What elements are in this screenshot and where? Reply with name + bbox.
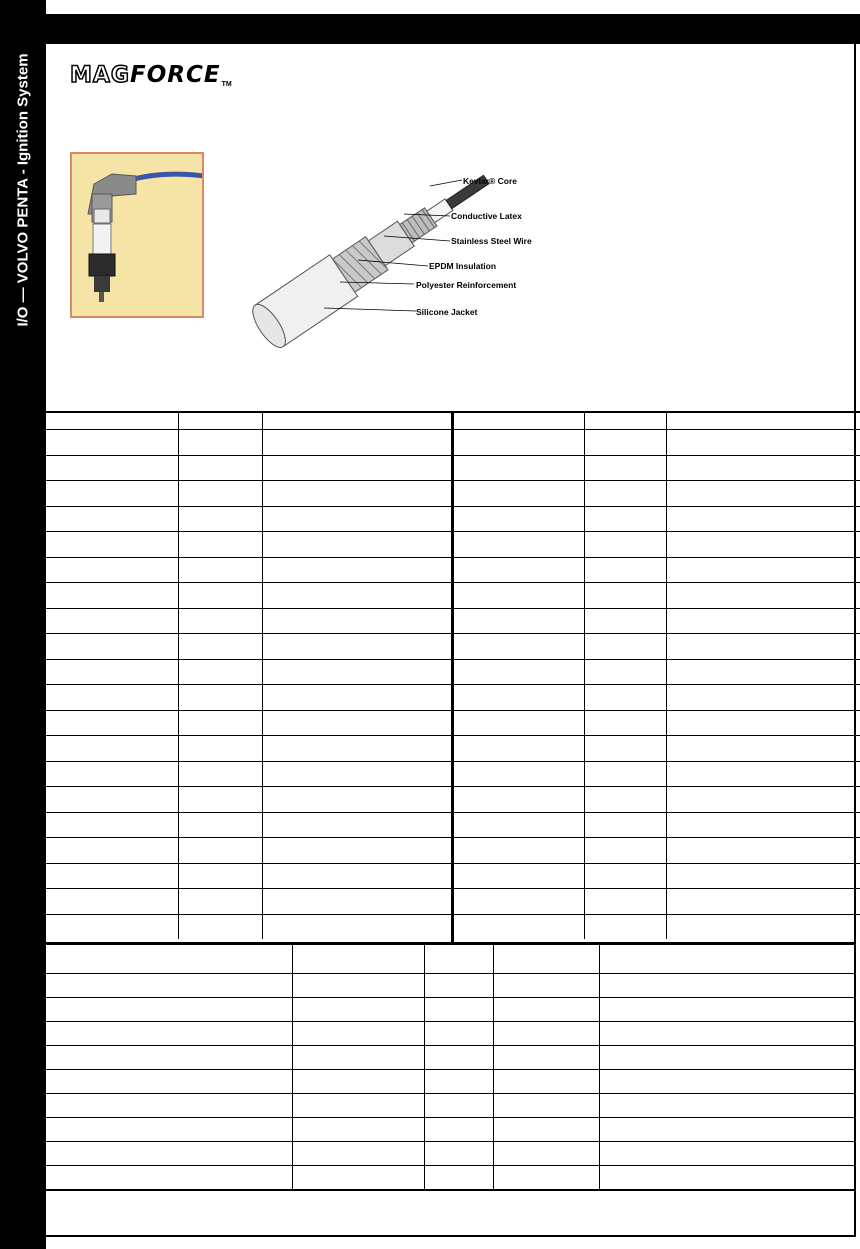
table-cell [262, 761, 452, 787]
table-cell [262, 532, 452, 558]
table-cell [599, 998, 854, 1022]
table-cell [454, 685, 584, 711]
table-cell [454, 634, 584, 660]
table-cell [178, 634, 262, 660]
table-cell [584, 557, 666, 583]
table-row [454, 685, 860, 711]
table-row [46, 532, 452, 558]
table-cell [599, 944, 854, 974]
table-cell [584, 761, 666, 787]
table-cell [292, 1118, 424, 1142]
table-row [454, 812, 860, 838]
table-row [46, 838, 452, 864]
table-row [46, 481, 452, 507]
table-cell [262, 787, 452, 813]
callout-kevlar-core: Kevlar® Core [463, 176, 517, 186]
table-cell [262, 838, 452, 864]
table-row [454, 608, 860, 634]
table-cell [262, 455, 452, 481]
table-row [46, 557, 452, 583]
table-cell [454, 889, 584, 915]
table-cell [292, 998, 424, 1022]
table-cell [46, 1046, 292, 1070]
table-cell [666, 583, 860, 609]
table-cell [178, 736, 262, 762]
table-cell [666, 506, 860, 532]
table-cell [454, 736, 584, 762]
table-cell [178, 838, 262, 864]
table-cell [262, 583, 452, 609]
table-cell [493, 998, 599, 1022]
table-cell [454, 583, 584, 609]
table-cell [262, 412, 452, 430]
table-row [46, 1094, 854, 1118]
table-cell [424, 944, 493, 974]
table-row [46, 430, 452, 456]
table-cell [584, 481, 666, 507]
table-cell [666, 608, 860, 634]
table-cell [599, 1046, 854, 1070]
table-row [46, 506, 452, 532]
table-cell [584, 812, 666, 838]
table-cell [46, 1118, 292, 1142]
table-cell [454, 506, 584, 532]
magforce-logo [70, 62, 232, 92]
table-cell [454, 557, 584, 583]
table-row [454, 430, 860, 456]
table-cell [46, 1094, 292, 1118]
table-cell [46, 998, 292, 1022]
table-cell [666, 557, 860, 583]
table-cell [262, 659, 452, 685]
table-cell [178, 787, 262, 813]
table-cell [424, 998, 493, 1022]
table-row [454, 583, 860, 609]
callout-silicone-jacket: Silicone Jacket [416, 307, 478, 317]
table-cell [424, 1094, 493, 1118]
table-cell [262, 710, 452, 736]
table-header-row [46, 412, 452, 430]
table-row [46, 710, 452, 736]
table-cell [666, 863, 860, 889]
table-cell [292, 974, 424, 998]
table-cell [424, 974, 493, 998]
table-row [454, 455, 860, 481]
table-cell [666, 761, 860, 787]
table-cell [46, 944, 292, 974]
table-cell [584, 430, 666, 456]
parts-table-bottom [46, 942, 854, 1191]
table-row [46, 998, 854, 1022]
table-row [46, 761, 452, 787]
table-row [46, 974, 854, 998]
logo-tm: TM [221, 81, 232, 88]
table-cell [493, 1118, 599, 1142]
table-cell [262, 863, 452, 889]
table-cell [666, 812, 860, 838]
table-row [46, 608, 452, 634]
side-title: I/O — VOLVO PENTA - Ignition System [14, 53, 32, 327]
table-header-row [454, 412, 860, 430]
table-row [454, 838, 860, 864]
table-cell [454, 812, 584, 838]
table-cell [454, 863, 584, 889]
table-cell [46, 532, 178, 558]
table-cell [46, 1070, 292, 1094]
table-cell [454, 659, 584, 685]
table-cell [178, 889, 262, 915]
callout-conductive-latex: Conductive Latex [451, 211, 522, 221]
table-cell [46, 914, 178, 939]
table-cell [584, 889, 666, 915]
table-row [454, 481, 860, 507]
table-cell [454, 710, 584, 736]
table-cell [584, 634, 666, 660]
table-cell [584, 532, 666, 558]
table-cell [46, 583, 178, 609]
table-cell [262, 506, 452, 532]
table-header-row [46, 944, 854, 974]
table-cell [262, 608, 452, 634]
table-row [46, 455, 452, 481]
table-cell [599, 1094, 854, 1118]
table-cell [666, 481, 860, 507]
table-cell [584, 506, 666, 532]
table-cell [424, 1070, 493, 1094]
table-cell [178, 583, 262, 609]
table-cell [666, 455, 860, 481]
parts-table-right [454, 411, 860, 939]
table-cell [493, 974, 599, 998]
table-cell [46, 812, 178, 838]
table-cell [292, 1022, 424, 1046]
table-cell [46, 506, 178, 532]
table-row [46, 863, 452, 889]
table-cell [178, 557, 262, 583]
table-cell [666, 889, 860, 915]
table-cell [666, 430, 860, 456]
table-cell [46, 608, 178, 634]
table-cell [454, 412, 584, 430]
table-cell [262, 634, 452, 660]
table-cell [178, 608, 262, 634]
table-cell [493, 1022, 599, 1046]
table-cell [599, 1070, 854, 1094]
table-cell [424, 1046, 493, 1070]
table-cell [46, 634, 178, 660]
table-cell [584, 710, 666, 736]
table-cell [584, 787, 666, 813]
table-row [46, 736, 452, 762]
table-cell [262, 812, 452, 838]
table-cell [46, 430, 178, 456]
table-row [46, 1166, 854, 1191]
table-cell [178, 863, 262, 889]
table-row [454, 914, 860, 939]
table-row [46, 889, 452, 915]
table-cell [599, 1022, 854, 1046]
table-row [46, 787, 452, 813]
table-cell [599, 974, 854, 998]
table-cell [584, 455, 666, 481]
table-cell [262, 914, 452, 939]
spark-plug-boot-photo [70, 152, 204, 318]
table-cell [584, 863, 666, 889]
table-cell [178, 659, 262, 685]
table-row [454, 659, 860, 685]
table-cell [454, 455, 584, 481]
table-cell [178, 506, 262, 532]
table-cell [46, 412, 178, 430]
callout-stainless-steel-wire: Stainless Steel Wire [451, 236, 532, 246]
table-cell [178, 914, 262, 939]
table-row [46, 583, 452, 609]
table-cell [666, 787, 860, 813]
table-cell [584, 583, 666, 609]
table-cell [666, 659, 860, 685]
callout-epdm-insulation: EPDM Insulation [429, 261, 497, 271]
table-row [454, 532, 860, 558]
table-cell [666, 838, 860, 864]
table-cell [262, 736, 452, 762]
table-cell [46, 481, 178, 507]
table-cell [454, 914, 584, 939]
table-cell [46, 787, 178, 813]
table-row [454, 889, 860, 915]
table-cell [262, 481, 452, 507]
table-row [46, 1070, 854, 1094]
table-cell [46, 1022, 292, 1046]
table-row [46, 1142, 854, 1166]
table-row [46, 914, 452, 939]
table-cell [46, 761, 178, 787]
table-cell [292, 1142, 424, 1166]
table-cell [493, 1166, 599, 1191]
table-row [46, 1118, 854, 1142]
table-cell [599, 1142, 854, 1166]
table-cell [178, 455, 262, 481]
table-cell [46, 1166, 292, 1191]
table-cell [493, 1046, 599, 1070]
table-cell [454, 608, 584, 634]
table-cell [262, 557, 452, 583]
table-cell [584, 736, 666, 762]
table-cell [454, 430, 584, 456]
table-cell [454, 838, 584, 864]
table-cell [46, 736, 178, 762]
table-row [46, 1022, 854, 1046]
table-cell [584, 914, 666, 939]
table-cell [424, 1118, 493, 1142]
header-bar [46, 14, 860, 44]
table-cell [46, 1142, 292, 1166]
table-cell [584, 838, 666, 864]
table-cell [666, 412, 860, 430]
table-cell [666, 634, 860, 660]
table-cell [292, 1046, 424, 1070]
table-row [46, 659, 452, 685]
table-row [454, 506, 860, 532]
table-cell [424, 1142, 493, 1166]
table-cell [178, 761, 262, 787]
table-row [46, 685, 452, 711]
table-cell [424, 1022, 493, 1046]
table-row [454, 863, 860, 889]
table-cell [584, 659, 666, 685]
parts-table-left [46, 411, 452, 939]
table-cell [178, 710, 262, 736]
table-cell [292, 944, 424, 974]
table-cell [262, 685, 452, 711]
table-cell [262, 430, 452, 456]
table-cell [178, 812, 262, 838]
table-cell [46, 659, 178, 685]
table-row [46, 1046, 854, 1070]
table-row [454, 557, 860, 583]
table-cell [454, 481, 584, 507]
table-row [454, 710, 860, 736]
logo-force: FORCE [129, 62, 221, 88]
side-title-band [0, 0, 46, 1249]
table-cell [178, 430, 262, 456]
table-cell [454, 761, 584, 787]
table-cell [666, 532, 860, 558]
table-row [454, 787, 860, 813]
table-row [454, 634, 860, 660]
table-cell [454, 787, 584, 813]
table-cell [292, 1070, 424, 1094]
table-cell [46, 974, 292, 998]
table-cell [178, 685, 262, 711]
table-cell [424, 1166, 493, 1191]
table-cell [666, 914, 860, 939]
table-cell [454, 532, 584, 558]
table-cell [178, 532, 262, 558]
table-cell [584, 412, 666, 430]
callout-polyester-reinforcement: Polyester Reinforcement [416, 280, 517, 290]
table-cell [584, 608, 666, 634]
table-cell [292, 1094, 424, 1118]
table-cell [493, 944, 599, 974]
table-cell [493, 1094, 599, 1118]
table-cell [178, 481, 262, 507]
table-row [46, 812, 452, 838]
table-cell [46, 710, 178, 736]
table-cell [46, 863, 178, 889]
table-cell [46, 838, 178, 864]
table-cell [666, 710, 860, 736]
table-row [46, 634, 452, 660]
table-cell [666, 685, 860, 711]
table-cell [46, 455, 178, 481]
table-cell [46, 685, 178, 711]
table-row [454, 736, 860, 762]
table-cell [493, 1070, 599, 1094]
logo-mag: MAG [70, 63, 130, 88]
table-cell [584, 685, 666, 711]
table-cell [493, 1142, 599, 1166]
table-row [454, 761, 860, 787]
table-cell [666, 736, 860, 762]
table-cell [599, 1166, 854, 1191]
table-cell [46, 557, 178, 583]
table-cell [599, 1118, 854, 1142]
table-cell [262, 889, 452, 915]
table-cell [178, 412, 262, 430]
table-cell [46, 889, 178, 915]
table-cell [292, 1166, 424, 1191]
